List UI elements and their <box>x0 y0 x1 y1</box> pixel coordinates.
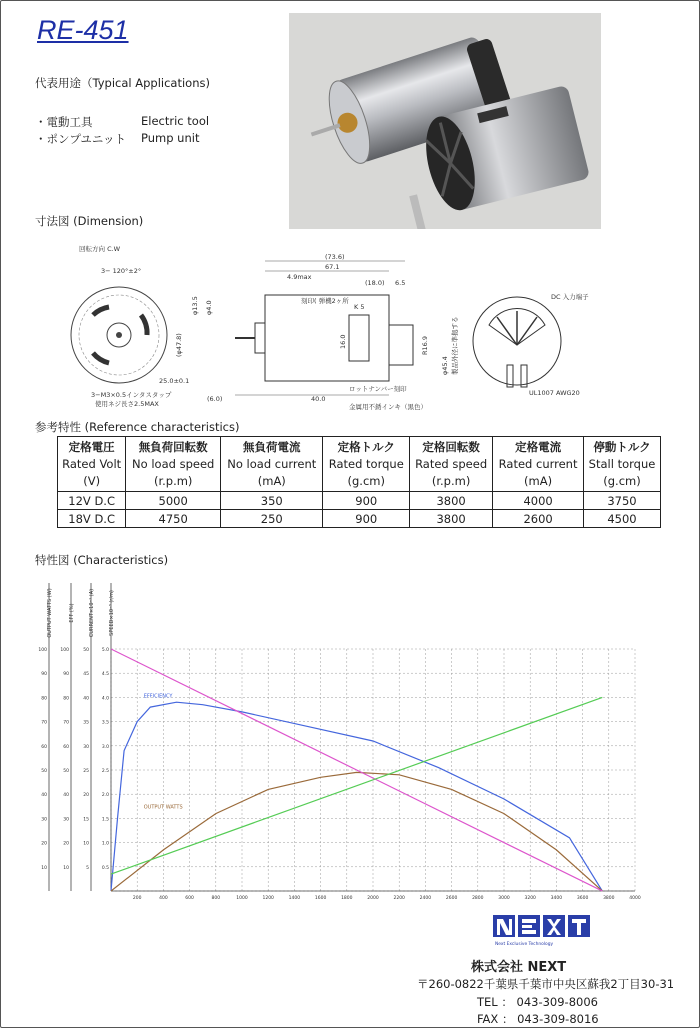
reference-heading: 参考特性 (Reference characteristics) <box>35 420 240 434</box>
y-tick-label: 25 <box>83 769 89 774</box>
y-axis-label: CURRENT×10⁻¹ (A) <box>89 588 95 638</box>
series-line <box>111 702 602 891</box>
y-tick-label: 30 <box>83 744 89 750</box>
dim-lot-label: ロットナンバー刻印 <box>349 385 407 393</box>
dimension-drawing <box>49 245 625 425</box>
y-tick-label: 50 <box>63 769 69 774</box>
y-tick-label: 90 <box>41 672 47 678</box>
y-tick-label: 80 <box>41 696 47 702</box>
dim-body-length: 67.1 <box>325 263 340 271</box>
table-cell: 4750 <box>126 510 221 528</box>
y-tick-label: 2.5 <box>101 769 109 774</box>
y-tick-label: 30 <box>63 817 69 823</box>
table-cell: 900 <box>323 492 410 510</box>
motor-photo <box>289 13 601 229</box>
table-cell: 3800 <box>410 492 493 510</box>
y-tick-label: 60 <box>41 744 47 750</box>
y-tick-label: 1.0 <box>101 841 109 847</box>
col-header: 停動トルク Stall torque (g.cm) <box>583 437 660 492</box>
y-tick-label: 15 <box>83 817 89 823</box>
x-tick-label: 200 <box>132 896 142 901</box>
x-tick-label: 1400 <box>288 896 301 901</box>
x-tick-label: 3200 <box>524 896 536 901</box>
dim-body-len: 40.0 <box>311 395 326 403</box>
characteristics-chart <box>37 573 647 913</box>
y-tick-label: 3.5 <box>101 720 109 726</box>
col-header: 無負荷回転数 No load speed (r.p.m) <box>126 437 221 492</box>
dim-dc-in: DC 入力端子 <box>551 293 589 301</box>
series-line <box>111 697 602 874</box>
dim-tap-label2: 使用ネジ長さ2.5MAX <box>95 400 159 408</box>
table-cell: 2600 <box>493 510 584 528</box>
dim-total-length: (73.6) <box>325 253 345 261</box>
x-tick-label: 2000 <box>367 896 379 901</box>
x-tick-label: 3000 <box>498 896 510 901</box>
y-tick-label: 40 <box>83 696 89 702</box>
table-cell: 4000 <box>493 492 584 510</box>
table-cell: 250 <box>221 510 323 528</box>
y-tick-label: 50 <box>83 648 89 653</box>
dim-flat: 16.0 <box>339 334 347 349</box>
col-header: 定格回転数 Rated speed (r.p.m) <box>410 437 493 492</box>
x-tick-label: 1600 <box>314 896 327 901</box>
y-tick-label: 4.0 <box>101 696 109 702</box>
table-row <box>58 492 661 510</box>
y-tick-label: 40 <box>63 793 69 799</box>
y-tick-label: 90 <box>63 672 69 678</box>
dim-rear-note: 製品外径に準拠する <box>451 316 459 375</box>
dim-rear-dia: φ45.4 <box>441 356 449 375</box>
y-tick-label: 5 <box>86 865 89 871</box>
y-tick-label: 80 <box>63 696 69 702</box>
x-tick-label: 600 <box>185 896 194 901</box>
y-tick-label: 100 <box>60 648 69 653</box>
y-tick-label: 3.0 <box>101 744 109 750</box>
y-axis-label: EFF (%) <box>69 603 75 623</box>
company-fax: FAX ： 043-309-8016 <box>477 1012 599 1026</box>
reference-table <box>57 436 661 528</box>
dim-label-note: 刻印( 弾機2ヶ所 <box>301 297 349 305</box>
dim-rotation-label: 回転方向 C.W <box>79 245 121 253</box>
dim-boss-dia: φ13.5 <box>191 296 199 315</box>
dim-boss-dia2: φ4.0 <box>205 300 213 315</box>
dim-rear-length: (18.0) <box>365 279 385 287</box>
x-tick-label: 2600 <box>445 896 458 901</box>
table-cell: 3750 <box>583 492 660 510</box>
table-cell: 900 <box>323 510 410 528</box>
x-tick-label: 3600 <box>576 896 589 901</box>
x-tick-label: 2400 <box>419 896 432 901</box>
series-label: EFFICIENCY <box>143 693 173 700</box>
col-header: 定格電圧 Rated Volt (V) <box>58 437 126 492</box>
y-axis-label: SPEED×10⁻³ (r/m) <box>109 590 115 636</box>
col-header: 無負荷電流 No load current (mA) <box>221 437 323 492</box>
table-row <box>58 510 661 528</box>
x-tick-label: 3800 <box>603 896 615 901</box>
x-tick-label: 2200 <box>393 896 405 901</box>
table-header-row <box>58 437 661 492</box>
table-cell: 5000 <box>126 492 221 510</box>
dim-tap-label: 3−M3×0.5インタスタップ <box>91 391 172 399</box>
x-tick-label: 1800 <box>341 896 353 901</box>
series-label: OUTPUT WATTS <box>143 804 183 811</box>
table-cell: 4500 <box>583 510 660 528</box>
y-tick-label: 100 <box>38 648 47 653</box>
y-tick-label: 45 <box>83 672 89 678</box>
dim-body-dia: (φ47.8) <box>175 333 183 357</box>
y-tick-label: 70 <box>63 720 69 726</box>
company-name: 株式会社 NEXT <box>471 960 567 975</box>
table-cell: 12V D.C <box>58 492 126 510</box>
y-tick-label: 10 <box>83 841 89 847</box>
dim-front-length: 4.9max <box>287 273 312 281</box>
logo-tagline: Next Exclusive Technology <box>495 942 554 947</box>
y-tick-label: 0.5 <box>101 865 109 871</box>
y-tick-label: 50 <box>41 769 47 774</box>
company-address: 〒260-0822千葉県千葉市中央区蘇我2丁目30-31 <box>417 977 675 991</box>
y-tick-label: 20 <box>41 841 47 847</box>
applications-heading: 代表用途（Typical Applications) <box>35 76 210 90</box>
y-tick-label: 35 <box>83 720 89 726</box>
dim-cable: UL1007 AWG20 <box>529 389 580 397</box>
y-axis-label: OUTPUT WATTS (W) <box>47 588 53 638</box>
application-item: ・電動工具 Electric tool <box>35 114 210 129</box>
company-tel: TEL ： 043-309-8006 <box>477 995 598 1009</box>
col-header: 定格トルク Rated torque (g.cm) <box>323 437 410 492</box>
table-cell: 18V D.C <box>58 510 126 528</box>
dim-shaft-len: (6.0) <box>207 395 223 403</box>
y-tick-label: 40 <box>41 793 47 799</box>
application-item: ・ポンプユニット Pump unit <box>35 131 200 146</box>
dim-pcd-label: 25.0±0.1 <box>159 377 190 385</box>
dim-holes-label: 3− 120°±2° <box>101 267 142 275</box>
dim-tab-length: 6.5 <box>395 279 406 287</box>
dimension-heading: 寸法図 (Dimension) <box>35 214 144 228</box>
x-tick-label: 400 <box>159 896 168 901</box>
series-line <box>111 772 602 891</box>
y-tick-label: 20 <box>63 841 69 847</box>
y-tick-label: 30 <box>41 817 47 823</box>
y-tick-label: 4.5 <box>101 672 109 678</box>
y-tick-label: 5.0 <box>101 648 109 653</box>
y-tick-label: 70 <box>41 720 47 726</box>
characteristics-heading: 特性図 (Characteristics) <box>35 553 169 567</box>
table-cell: 350 <box>221 492 323 510</box>
y-tick-label: 10 <box>63 865 69 871</box>
col-header: 定格電流 Rated current (mA) <box>493 437 584 492</box>
dim-lot-label2: 金属用不銹インキ（黒色） <box>349 403 427 411</box>
y-tick-label: 20 <box>83 793 89 799</box>
dim-r: R16.9 <box>421 336 429 355</box>
x-tick-label: 4000 <box>629 896 641 901</box>
y-tick-label: 2.0 <box>101 793 109 799</box>
table-cell: 3800 <box>410 510 493 528</box>
x-tick-label: 3400 <box>550 896 563 901</box>
x-tick-label: 1200 <box>262 896 274 901</box>
y-tick-label: 10 <box>41 865 47 871</box>
y-tick-label: 60 <box>63 744 69 750</box>
x-tick-label: 800 <box>211 896 221 901</box>
x-tick-label: 2800 <box>472 896 484 901</box>
model-title: RE-451 <box>37 15 129 45</box>
y-tick-label: 1.5 <box>101 817 109 823</box>
company-logo <box>493 913 597 947</box>
x-tick-label: 1000 <box>236 896 248 901</box>
dim-slot: K 5 <box>354 303 365 311</box>
